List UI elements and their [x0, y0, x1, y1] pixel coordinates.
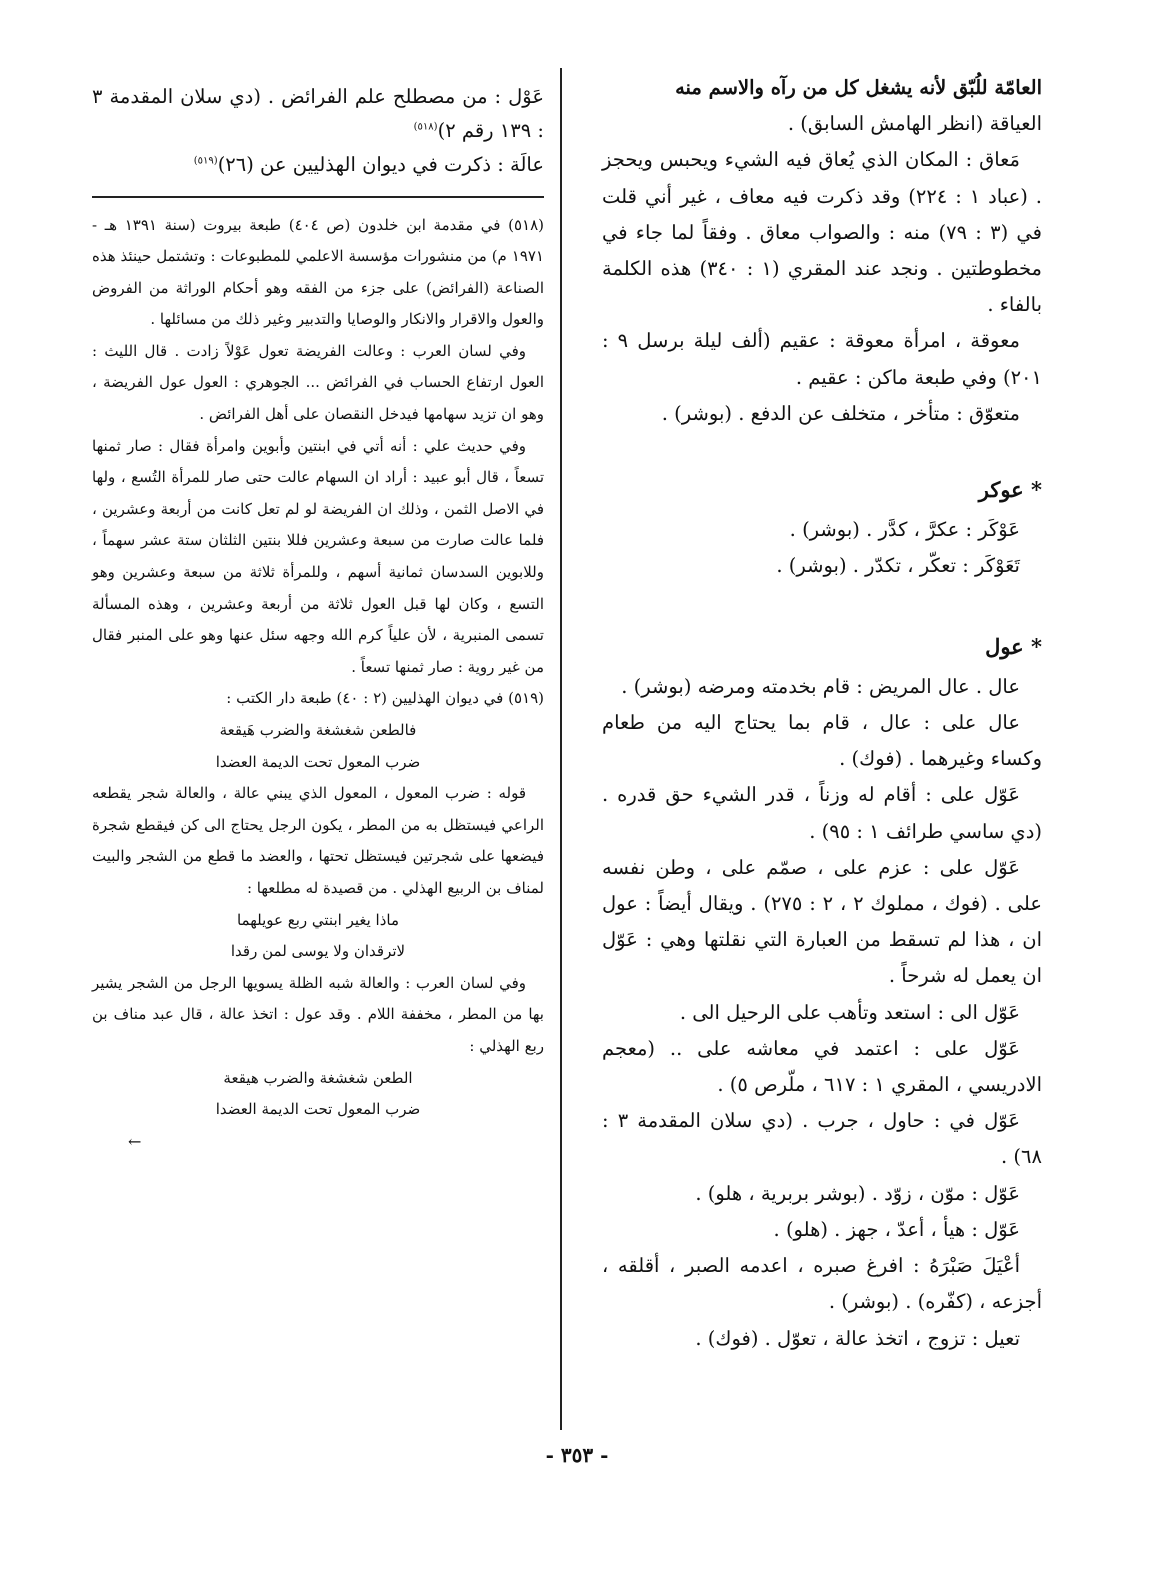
entry-maaq: مَعاق : المكان الذي يُعاق فيه الشيء ويحبس ويحجز . (عباد ١ : ٢٢٤) وقد ذكرت فيه معاف ، غير أني قلت في (٣ : ٧٩) منه : والصواب معاق . وفقاً لما جاء في مخطوطتين . ونجد عند المقري (١ : ٣٤٠) هذه الكلمة بالفاء . — [602, 148, 1042, 317]
entry-awwal-ala-1: عَوّل على : أقام له وزناً ، قدر الشيء حق قدره . (دي ساسي طرائف ١ : ٩٥) . — [602, 783, 1042, 843]
footnote-518: (٥١٨) في مقدمة ابن خلدون (ص ٤٠٤) طبعة بيروت (سنة ١٣٩١ هـ - ١٩٧١ م) من منشورات مؤسسة الاعلمي للمطبوعات : وتشتمل حينئذ هذه الصناعة (الفرائض) على جزء من الفقه وهو أحكام الوراثة من الفروض والعول والاقرار والانكار والوصايا والتدبير وغير ذلك من مسائلها . — [92, 215, 544, 329]
entry-maouqa: معوقة ، امرأة معوقة : عقيم (ألف ليلة برسل ٩ : ٢٠١) وفي طبعة ماكن : عقيم . — [602, 329, 1042, 389]
main-column — [602, 70, 1042, 1357]
footnote-519: (٥١٩) في ديوان الهذليين (٢ : ٤٠) طبعة دار الكتب : — [226, 689, 544, 708]
entry-tayyal: تعيل : تزوج ، اتخذ عالة ، تعوّل . (فوك) . — [695, 1326, 1020, 1350]
entry-awwal-ala-2: عَوّل على : عزم على ، صمّم على ، وطن نفسه على . (فوك ، مملوك ٢ ، ٢ : ٢٧٥) . ويقال أيضاً : عول ان ، هذا لم تسقط من العبارة التي نقلتها وهي : عَوّل ان يعمل له شرحاً . — [602, 855, 1042, 988]
entry-awl-faraid: عَوْل : من مصطلح علم الفرائض . (دي سلان المقدمة ٣ : ١٣٩ رقم ٢)$^{(٥١٨)}$ — [92, 85, 544, 142]
verse-line: ضرب المعول تحت الديمة العضدا — [215, 1100, 421, 1119]
left-entries — [92, 80, 544, 182]
verse-line: ماذا يغير ابنتي ربع عويلهما — [236, 910, 400, 929]
footnote-519-commentary: قوله : ضرب المعول ، المعول الذي يبني عالة ، والعالة شجر يقطعه الراعي فيستظل به من المطر ، يكون الرجل يحتاج الى كن فيقطع شجرة فيضعها على شجرتين فيستظل تحتها ، والعضد ما قطع من الشجر والبيت لمناف بن الربيع الهذلي . من قصيدة له مطلعها : — [92, 784, 544, 897]
entry-aal-ala: عال على : عال ، قام بما يحتاج اليه من طعام وكساء وغيرهما . (فوك) . — [602, 711, 1042, 771]
left-column — [92, 80, 544, 1157]
entry-continuation-line: العامّة للُبّق لأنه يشغل كل من رآه والاسم منه — [675, 76, 1042, 99]
verse-line: فالطعن شغشغة والضرب هَيقعة — [219, 721, 417, 739]
entry-awwal-mawwan: عَوّل : موّن ، زوّد . (بوشر بربرية ، هلو) . — [695, 1181, 1020, 1205]
footnote-divider — [92, 196, 544, 198]
entry-ayal-sabrahu: أعْيَلَ صَبْرَهُ : افرغ صبره ، اعدمه الصبر ، أقلقه ، أجزعه ، (كفّره) . (بوشر) . — [602, 1254, 1042, 1314]
root-heading-awl: * عول — [985, 633, 1042, 659]
verse-line: لاترقدان ولا يوسى لمن رقدا — [230, 942, 406, 961]
entry-awkar: عَوْكَر : عكرَّ ، كدَّر . (بوشر) . — [789, 518, 1020, 542]
footnote-ref-519: (٥١٩) — [193, 155, 218, 167]
entry-mutaawwiq: متعوّق : متأخر ، متخلف عن الدفع . (بوشر) . — [661, 401, 1020, 425]
entry-awwal-hayya: عَوّل : هيأ ، أعدّ ، جهز . (هلو) . — [773, 1217, 1020, 1241]
entry-awwal-ala-3: عَوّل على : اعتمد في معاشه على .. (معجم الادريسي ، المقري ١ : ٦١٧ ، ملّرص ٥) . — [602, 1036, 1042, 1097]
entry-awwal-fi: عَوّل في : حاول ، جرب . (دي سلان المقدمة ٣ : ٦٨) . — [602, 1109, 1042, 1169]
entry-aala: عالَة : ذكرت في ديوان الهذليين عن (٢٦)$^{(٥١٩)}$ — [193, 153, 544, 176]
footnote-518-hadith: وفي حديث علي : أنه أتي في ابنتين وأبوين وامرأة فقال : صار ثمنها تسعاً ، قال أبو عبيد : أراد ان السهام عالت حتى صار للمرأة التُسع ، ولها في الاصل الثمن ، وذلك ان الفريضة لو لم تعل كانت من أربعة وعشرين ، فلما عالت صارت من سبعة وعشرين فللا بنتين الثلثان ستة عشر سهماً ، وللابوين السدسان ثمانية أسهم ، وللمرأة ثلاثة من سبعة وعشرين وهو التسع ، وكان لها قبل العول ثلاثة من أربعة وعشرين ، وهذه المسألة تسمى المنبرية ، لأن علياً كرم الله وجهه سئل عنها وهو على المنبر فقال من غير روية : صار ثمنها تسعاً . — [92, 436, 544, 676]
verse-line: ضرب المعول تحت الديمة العضدا — [215, 752, 421, 771]
footnote-518-lisan: وفي لسان العرب : وعالت الفريضة تعول عَوْلاً زادت . قال الليث : العول ارتفاع الحساب في الفرائض ... الجوهري : العول عول الفريضة ، وهو ان تزيد سهامها فيدخل النقصان على أهل الفرائض . — [92, 341, 544, 424]
root-heading-awkar: * عوكر — [978, 477, 1042, 503]
verse-line: الطعن شغشغة والضرب هيقعة — [223, 1068, 413, 1087]
footnote-ref-518: (٥١٨) — [413, 121, 438, 133]
entry-aal-almarid: عال . عال المريض : قام بخدمته ومرضه (بوشر) . — [621, 674, 1020, 698]
column-divider — [560, 68, 562, 1430]
footnotes — [92, 210, 544, 1158]
entry-awwal-ila: عَوّل الى : استعد وتأهب على الرحيل الى . — [679, 1000, 1020, 1024]
footnote-519-lisan: وفي لسان العرب : والعالة شبه الظلة يسويها الرجل من الشجر يشير بها من المطر ، مخففة اللام . وقد عول : اتخذ عالة ، قال عبد مناف بن ربع الهذلي : — [92, 973, 544, 1055]
continue-arrow-icon: ← — [128, 1131, 142, 1151]
entry-taawkar: تَعَوْكَر : تعكّر ، تكدّر . (بوشر) . — [776, 554, 1020, 578]
entry-continuation-note: العياقة (انظر الهامش السابق) . — [787, 112, 1042, 136]
page-number: - ٣٥٣ - — [545, 1443, 609, 1467]
